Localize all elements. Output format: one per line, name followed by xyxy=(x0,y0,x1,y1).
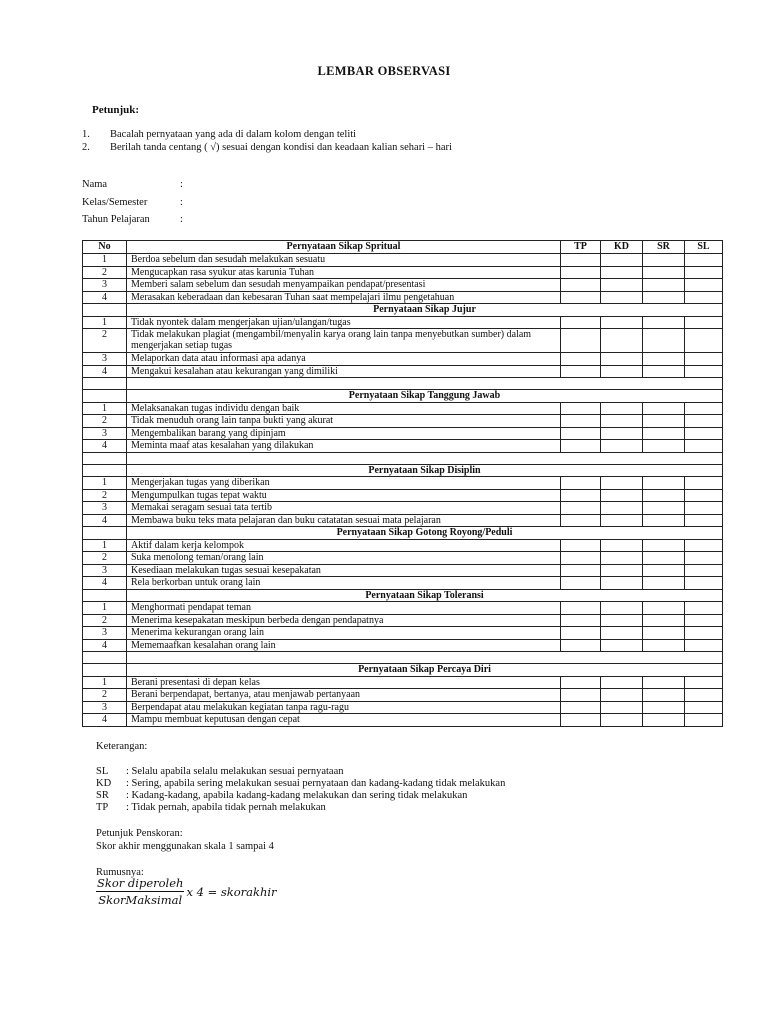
statement-text: Berani presentasi di depan kelas xyxy=(127,676,561,689)
legend-text: : Sering, apabila sering melakukan sesuai pernyataan dan kadang-kadang tidak melakukan xyxy=(126,778,506,789)
field-label: Tahun Pelajaran xyxy=(82,214,150,225)
statement-text: Merasakan keberadaan dan kebesaran Tuhan saat mempelajari ilmu pengetahuan xyxy=(127,291,561,304)
check-cell-kd[interactable] xyxy=(601,254,643,267)
formula-numerator: Skor diperoleh xyxy=(97,876,184,890)
header-kd: KD xyxy=(601,241,643,254)
table-row xyxy=(83,489,723,502)
check-cell-sr[interactable] xyxy=(643,502,685,515)
check-cell-tp[interactable] xyxy=(561,440,601,453)
check-cell-kd[interactable] xyxy=(601,316,643,329)
table-row xyxy=(83,602,723,615)
check-cell-tp[interactable] xyxy=(561,602,601,615)
check-cell-kd[interactable] xyxy=(601,689,643,702)
legend-code: SL xyxy=(96,766,109,777)
table-row xyxy=(83,440,723,453)
table-row xyxy=(83,552,723,565)
check-cell-kd[interactable] xyxy=(601,514,643,527)
check-cell-sr[interactable] xyxy=(643,291,685,304)
check-cell-kd[interactable] xyxy=(601,291,643,304)
blank-cell xyxy=(83,452,127,464)
legend-heading: Keterangan: xyxy=(96,741,148,752)
table-row xyxy=(83,329,723,353)
check-cell-kd[interactable] xyxy=(601,365,643,378)
check-cell-kd[interactable] xyxy=(601,577,643,590)
check-cell-sl[interactable] xyxy=(685,502,723,515)
statement-text: Berani berpendapat, bertanya, atau menjawab pertanyaan xyxy=(127,689,561,702)
check-cell-sr[interactable] xyxy=(643,539,685,552)
class-semester-field[interactable] xyxy=(82,194,190,212)
check-cell-tp[interactable] xyxy=(561,291,601,304)
check-cell-sr[interactable] xyxy=(643,353,685,366)
header-statement: Pernyataan Sikap Spritual xyxy=(127,241,561,254)
row-number: 4 xyxy=(83,714,127,727)
statement-text: Mengembalikan barang yang dipinjam xyxy=(127,427,561,440)
section-row xyxy=(83,304,723,317)
check-cell-tp[interactable] xyxy=(561,427,601,440)
row-number: 2 xyxy=(83,689,127,702)
header-tp: TP xyxy=(561,241,601,254)
legend-item xyxy=(96,802,505,814)
check-cell-sl[interactable] xyxy=(685,353,723,366)
school-year-field[interactable] xyxy=(82,211,190,229)
field-colon: : xyxy=(180,214,183,225)
statement-text: Berdoa sebelum dan sesudah melakukan sesuatu xyxy=(127,254,561,267)
check-cell-tp[interactable] xyxy=(561,489,601,502)
row-number: 2 xyxy=(83,614,127,627)
header-sl: SL xyxy=(685,241,723,254)
row-number: 4 xyxy=(83,514,127,527)
section-row xyxy=(83,664,723,677)
check-cell-kd[interactable] xyxy=(601,552,643,565)
statement-text: Mememaafkan kesalahan orang lain xyxy=(127,639,561,652)
check-cell-sl[interactable] xyxy=(685,415,723,428)
blank-cell xyxy=(83,652,127,664)
check-cell-tp[interactable] xyxy=(561,353,601,366)
check-cell-kd[interactable] xyxy=(601,353,643,366)
statement-text: Membawa buku teks mata pelajaran dan buku catatatan sesuai mata pelajaran xyxy=(127,514,561,527)
check-cell-sr[interactable] xyxy=(643,701,685,714)
check-cell-kd[interactable] xyxy=(601,440,643,453)
check-cell-sl[interactable] xyxy=(685,316,723,329)
legend-item xyxy=(96,766,505,778)
table-row xyxy=(83,577,723,590)
check-cell-sl[interactable] xyxy=(685,676,723,689)
row-number: 1 xyxy=(83,477,127,490)
statement-text: Mengerjakan tugas yang diberikan xyxy=(127,477,561,490)
instruction-number: 2. xyxy=(82,142,90,153)
check-cell-tp[interactable] xyxy=(561,639,601,652)
blank-row xyxy=(83,452,723,464)
row-number: 1 xyxy=(83,539,127,552)
statement-text: Tidak nyontek dalam mengerjakan ujian/ulangan/tugas xyxy=(127,316,561,329)
check-cell-tp[interactable] xyxy=(561,701,601,714)
section-no-cell xyxy=(83,664,127,677)
check-cell-kd[interactable] xyxy=(601,402,643,415)
section-no-cell xyxy=(83,464,127,477)
table-row xyxy=(83,254,723,267)
check-cell-sl[interactable] xyxy=(685,427,723,440)
table-row xyxy=(83,365,723,378)
check-cell-sr[interactable] xyxy=(643,477,685,490)
instruction-item xyxy=(82,128,452,141)
check-cell-tp[interactable] xyxy=(561,266,601,279)
check-cell-tp[interactable] xyxy=(561,279,601,292)
table-row xyxy=(83,427,723,440)
legend-code: KD xyxy=(96,778,112,789)
statement-text: Kesediaan melakukan tugas sesuai kesepakatan xyxy=(127,564,561,577)
blank-cell xyxy=(127,452,723,464)
check-cell-sr[interactable] xyxy=(643,689,685,702)
section-title: Pernyataan Sikap Tanggung Jawab xyxy=(127,390,723,403)
check-cell-kd[interactable] xyxy=(601,502,643,515)
check-cell-kd[interactable] xyxy=(601,329,643,353)
row-number: 4 xyxy=(83,440,127,453)
check-cell-sl[interactable] xyxy=(685,552,723,565)
check-cell-sr[interactable] xyxy=(643,602,685,615)
check-cell-tp[interactable] xyxy=(561,514,601,527)
check-cell-sl[interactable] xyxy=(685,477,723,490)
section-title: Pernyataan Sikap Toleransi xyxy=(127,589,723,602)
check-cell-sl[interactable] xyxy=(685,602,723,615)
check-cell-sr[interactable] xyxy=(643,714,685,727)
table-row xyxy=(83,353,723,366)
section-row xyxy=(83,390,723,403)
row-number: 2 xyxy=(83,266,127,279)
check-cell-sl[interactable] xyxy=(685,514,723,527)
field-label: Kelas/Semester xyxy=(82,196,148,208)
check-cell-sl[interactable] xyxy=(685,402,723,415)
check-cell-sl[interactable] xyxy=(685,639,723,652)
check-cell-sr[interactable] xyxy=(643,552,685,565)
formula-rest: x 4 = skorakhir xyxy=(186,884,277,899)
instruction-text: Berilah tanda centang ( √) sesuai dengan kondisi dan keadaan kalian sehari – hari xyxy=(110,142,452,153)
table-row xyxy=(83,502,723,515)
check-cell-kd[interactable] xyxy=(601,701,643,714)
check-cell-kd[interactable] xyxy=(601,489,643,502)
scoring-text: Skor akhir menggunakan skala 1 sampai 4 xyxy=(96,841,274,852)
table-row xyxy=(83,639,723,652)
statement-text: Memberi salam sebelum dan sesudah menyampaikan pendapat/presentasi xyxy=(127,279,561,292)
statement-text: Menghormati pendapat teman xyxy=(127,602,561,615)
formula-fraction xyxy=(96,876,184,907)
row-number: 4 xyxy=(83,639,127,652)
row-number: 3 xyxy=(83,427,127,440)
section-row xyxy=(83,464,723,477)
section-title: Pernyataan Sikap Gotong Royong/Peduli xyxy=(127,527,723,540)
check-cell-tp[interactable] xyxy=(561,627,601,640)
formula-denominator: SkorMaksimal xyxy=(98,893,183,907)
statement-text: Mengakui kesalahan atau kekurangan yang dimiliki xyxy=(127,365,561,378)
blank-cell xyxy=(127,652,723,664)
statement-text: Mampu membuat keputusan dengan cepat xyxy=(127,714,561,727)
row-number: 1 xyxy=(83,402,127,415)
scoring-heading: Petunjuk Penskoran: xyxy=(96,828,183,839)
legend-text: : Selalu apabila selalu melakukan sesuai pernyataan xyxy=(126,766,344,777)
check-cell-sr[interactable] xyxy=(643,266,685,279)
statement-text: Rela berkorban untuk orang lain xyxy=(127,577,561,590)
statement-text: Meminta maaf atas kesalahan yang dilakukan xyxy=(127,440,561,453)
statement-text: Menerima kesepakatan meskipun berbeda dengan pendapatnya xyxy=(127,614,561,627)
identity-fields xyxy=(82,176,190,229)
section-title: Pernyataan Sikap Disiplin xyxy=(127,464,723,477)
table-row xyxy=(83,714,723,727)
check-cell-tp[interactable] xyxy=(561,676,601,689)
row-number: 2 xyxy=(83,489,127,502)
check-cell-tp[interactable] xyxy=(561,402,601,415)
header-sr: SR xyxy=(643,241,685,254)
statement-text: Melaporkan data atau informasi apa adanya xyxy=(127,353,561,366)
check-cell-sr[interactable] xyxy=(643,627,685,640)
check-cell-sr[interactable] xyxy=(643,514,685,527)
field-label: Nama xyxy=(82,179,108,190)
check-cell-sr[interactable] xyxy=(643,614,685,627)
check-cell-sl[interactable] xyxy=(685,701,723,714)
table-row xyxy=(83,689,723,702)
check-cell-tp[interactable] xyxy=(561,329,601,353)
section-no-cell xyxy=(83,527,127,540)
statement-text: Tidak melakukan plagiat (mengambil/menyalin karya orang lain tanpa menyebutkan sumber) dalam mengerjakan setiap tugas xyxy=(127,329,561,353)
blank-cell xyxy=(83,378,127,390)
check-cell-sl[interactable] xyxy=(685,489,723,502)
table-body xyxy=(83,254,723,727)
legend-section xyxy=(96,740,505,879)
blank-row xyxy=(83,378,723,390)
row-number: 4 xyxy=(83,291,127,304)
check-cell-sr[interactable] xyxy=(643,427,685,440)
check-cell-kd[interactable] xyxy=(601,639,643,652)
field-colon: : xyxy=(180,196,183,208)
check-cell-kd[interactable] xyxy=(601,539,643,552)
check-cell-kd[interactable] xyxy=(601,477,643,490)
name-field[interactable] xyxy=(82,176,190,194)
instructions-list xyxy=(82,128,452,154)
section-title: Pernyataan Sikap Jujur xyxy=(127,304,723,317)
check-cell-sl[interactable] xyxy=(685,365,723,378)
check-cell-sl[interactable] xyxy=(685,577,723,590)
check-cell-sr[interactable] xyxy=(643,279,685,292)
check-cell-tp[interactable] xyxy=(561,316,601,329)
check-cell-sr[interactable] xyxy=(643,329,685,353)
table-row xyxy=(83,539,723,552)
row-number: 3 xyxy=(83,353,127,366)
row-number: 1 xyxy=(83,254,127,267)
field-colon: : xyxy=(180,179,183,190)
check-cell-tp[interactable] xyxy=(561,365,601,378)
table-row xyxy=(83,514,723,527)
check-cell-kd[interactable] xyxy=(601,564,643,577)
instruction-item xyxy=(82,141,452,154)
table-row xyxy=(83,316,723,329)
check-cell-tp[interactable] xyxy=(561,502,601,515)
section-title: Pernyataan Sikap Percaya Diri xyxy=(127,664,723,677)
check-cell-sr[interactable] xyxy=(643,489,685,502)
row-number: 1 xyxy=(83,602,127,615)
legend-item xyxy=(96,790,505,802)
section-no-cell xyxy=(83,304,127,317)
check-cell-sl[interactable] xyxy=(685,291,723,304)
observation-table xyxy=(82,240,723,727)
table-row xyxy=(83,279,723,292)
statement-text: Suka menolong teman/orang lain xyxy=(127,552,561,565)
row-number: 2 xyxy=(83,415,127,428)
row-number: 4 xyxy=(83,365,127,378)
statement-text: Berpendapat atau melakukan kegiatan tanpa ragu-ragu xyxy=(127,701,561,714)
check-cell-kd[interactable] xyxy=(601,627,643,640)
section-row xyxy=(83,589,723,602)
check-cell-sr[interactable] xyxy=(643,564,685,577)
section-no-cell xyxy=(83,589,127,602)
instruction-number: 1. xyxy=(82,129,90,140)
check-cell-sl[interactable] xyxy=(685,254,723,267)
row-number: 2 xyxy=(83,552,127,565)
check-cell-tp[interactable] xyxy=(561,254,601,267)
check-cell-sr[interactable] xyxy=(643,402,685,415)
table-row xyxy=(83,701,723,714)
check-cell-sr[interactable] xyxy=(643,365,685,378)
check-cell-sl[interactable] xyxy=(685,440,723,453)
check-cell-sr[interactable] xyxy=(643,639,685,652)
statement-text: Tidak menuduh orang lain tanpa bukti yang akurat xyxy=(127,415,561,428)
check-cell-sr[interactable] xyxy=(643,254,685,267)
check-cell-sl[interactable] xyxy=(685,689,723,702)
check-cell-sl[interactable] xyxy=(685,539,723,552)
check-cell-kd[interactable] xyxy=(601,427,643,440)
table-row xyxy=(83,627,723,640)
check-cell-tp[interactable] xyxy=(561,614,601,627)
statement-text: Aktif dalam kerja kelompok xyxy=(127,539,561,552)
check-cell-tp[interactable] xyxy=(561,539,601,552)
page-title: LEMBAR OBSERVASI xyxy=(317,64,451,78)
statement-text: Mengucapkan rasa syukur atas karunia Tuhan xyxy=(127,266,561,279)
check-cell-kd[interactable] xyxy=(601,676,643,689)
row-number: 1 xyxy=(83,316,127,329)
check-cell-kd[interactable] xyxy=(601,614,643,627)
instruction-text: Bacalah pernyataan yang ada di dalam kolom dengan teliti xyxy=(110,129,357,140)
table-row xyxy=(83,415,723,428)
row-number: 4 xyxy=(83,577,127,590)
row-number: 2 xyxy=(83,329,127,353)
statement-text: Memakai seragam sesuai tata tertib xyxy=(127,502,561,515)
check-cell-sl[interactable] xyxy=(685,279,723,292)
check-cell-sr[interactable] xyxy=(643,676,685,689)
instructions-heading: Petunjuk: xyxy=(92,104,140,116)
statement-text: Melaksanakan tugas individu dengan baik xyxy=(127,402,561,415)
table-row xyxy=(83,291,723,304)
legend-code: SR xyxy=(96,790,109,801)
statement-text: Menerima kekurangan orang lain xyxy=(127,627,561,640)
formula-heading: Rumusnya: xyxy=(96,867,144,878)
row-number: 3 xyxy=(83,627,127,640)
row-number: 1 xyxy=(83,676,127,689)
legend-item xyxy=(96,778,505,790)
check-cell-sl[interactable] xyxy=(685,266,723,279)
check-cell-kd[interactable] xyxy=(601,415,643,428)
check-cell-sl[interactable] xyxy=(685,564,723,577)
check-cell-tp[interactable] xyxy=(561,577,601,590)
blank-cell xyxy=(127,378,723,390)
check-cell-sl[interactable] xyxy=(685,329,723,353)
row-number: 3 xyxy=(83,502,127,515)
table-row xyxy=(83,564,723,577)
check-cell-sr[interactable] xyxy=(643,577,685,590)
statement-text: Mengumpulkan tugas tepat waktu xyxy=(127,489,561,502)
check-cell-tp[interactable] xyxy=(561,415,601,428)
table-row xyxy=(83,266,723,279)
table-header-row xyxy=(83,241,723,254)
score-formula xyxy=(96,876,277,907)
check-cell-tp[interactable] xyxy=(561,477,601,490)
check-cell-kd[interactable] xyxy=(601,279,643,292)
header-no: No xyxy=(83,241,127,254)
row-number: 3 xyxy=(83,701,127,714)
check-cell-sl[interactable] xyxy=(685,627,723,640)
table-row xyxy=(83,477,723,490)
check-cell-tp[interactable] xyxy=(561,564,601,577)
check-cell-kd[interactable] xyxy=(601,602,643,615)
table-row xyxy=(83,402,723,415)
check-cell-sl[interactable] xyxy=(685,714,723,727)
legend-text: : Tidak pernah, apabila tidak pernah melakukan xyxy=(126,802,326,813)
row-number: 3 xyxy=(83,564,127,577)
blank-row xyxy=(83,652,723,664)
check-cell-sl[interactable] xyxy=(685,614,723,627)
legend-code: TP xyxy=(96,802,109,813)
table-row xyxy=(83,676,723,689)
row-number: 3 xyxy=(83,279,127,292)
check-cell-kd[interactable] xyxy=(601,266,643,279)
check-cell-sr[interactable] xyxy=(643,316,685,329)
check-cell-sr[interactable] xyxy=(643,440,685,453)
check-cell-kd[interactable] xyxy=(601,714,643,727)
table-row xyxy=(83,614,723,627)
check-cell-sr[interactable] xyxy=(643,415,685,428)
section-row xyxy=(83,527,723,540)
check-cell-tp[interactable] xyxy=(561,552,601,565)
section-no-cell xyxy=(83,390,127,403)
legend-text: : Kadang-kadang, apabila kadang-kadang melakukan dan sering tidak melakukan xyxy=(126,790,468,801)
check-cell-tp[interactable] xyxy=(561,689,601,702)
check-cell-tp[interactable] xyxy=(561,714,601,727)
